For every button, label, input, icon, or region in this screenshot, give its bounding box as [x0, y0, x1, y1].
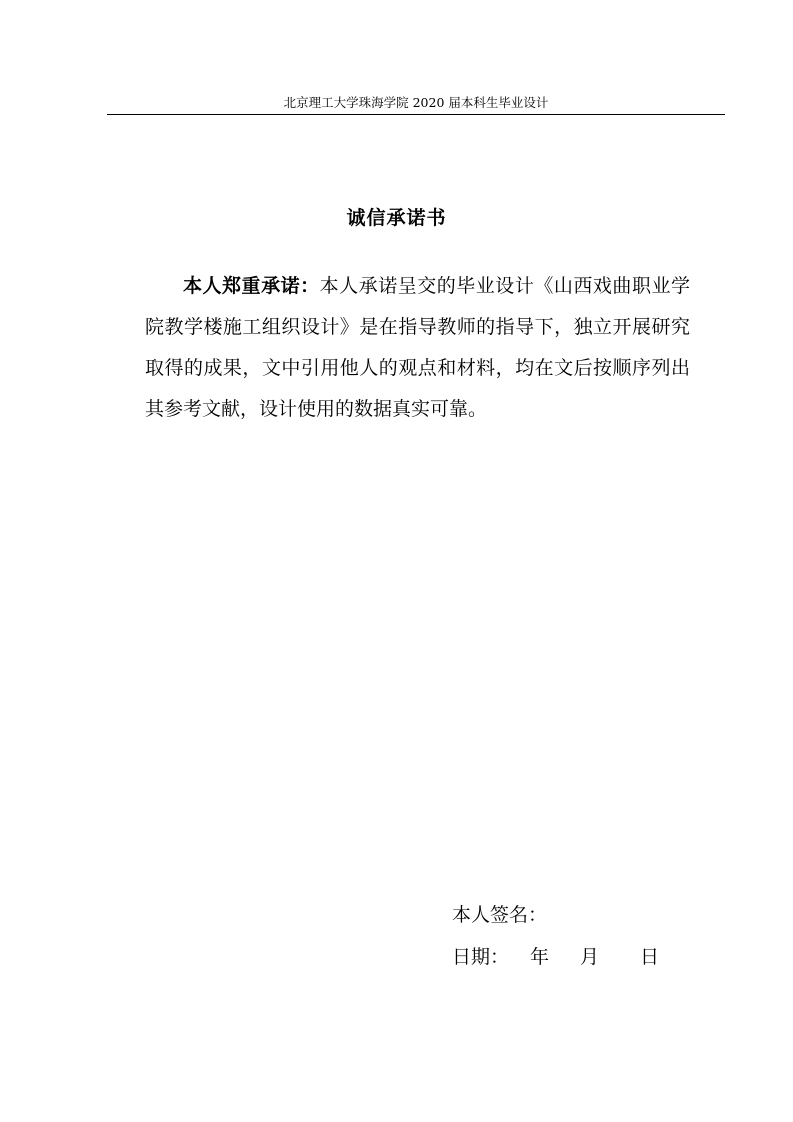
pledge-body: 本人承诺呈交的毕业设计《山西戏曲职业学院教学楼施工组织设计》是在指导教师的指导下，独立开展研究取得的成果，文中引用他人的观点和材料，均在文后按顺序列出其参考文献，设计使用的数据真实可靠。 [145, 275, 690, 420]
date-year-label: 年 [530, 946, 550, 968]
signature-line [452, 894, 659, 936]
signature-label: 本人签名： [452, 904, 548, 926]
header-text: 北京理工大学珠海学院 2020 届本科生毕业设计 [283, 95, 549, 110]
date-month-label: 月 [580, 946, 600, 968]
date-day-label: 日 [640, 946, 660, 968]
pledge-lead: 本人郑重承诺： [183, 275, 320, 297]
date-label: 日期： [452, 946, 510, 968]
page-header [107, 93, 725, 115]
date-line [452, 936, 659, 978]
pledge-paragraph [145, 266, 690, 430]
signature-block [452, 894, 659, 978]
document-title: 诚信承诺书 [346, 207, 447, 229]
